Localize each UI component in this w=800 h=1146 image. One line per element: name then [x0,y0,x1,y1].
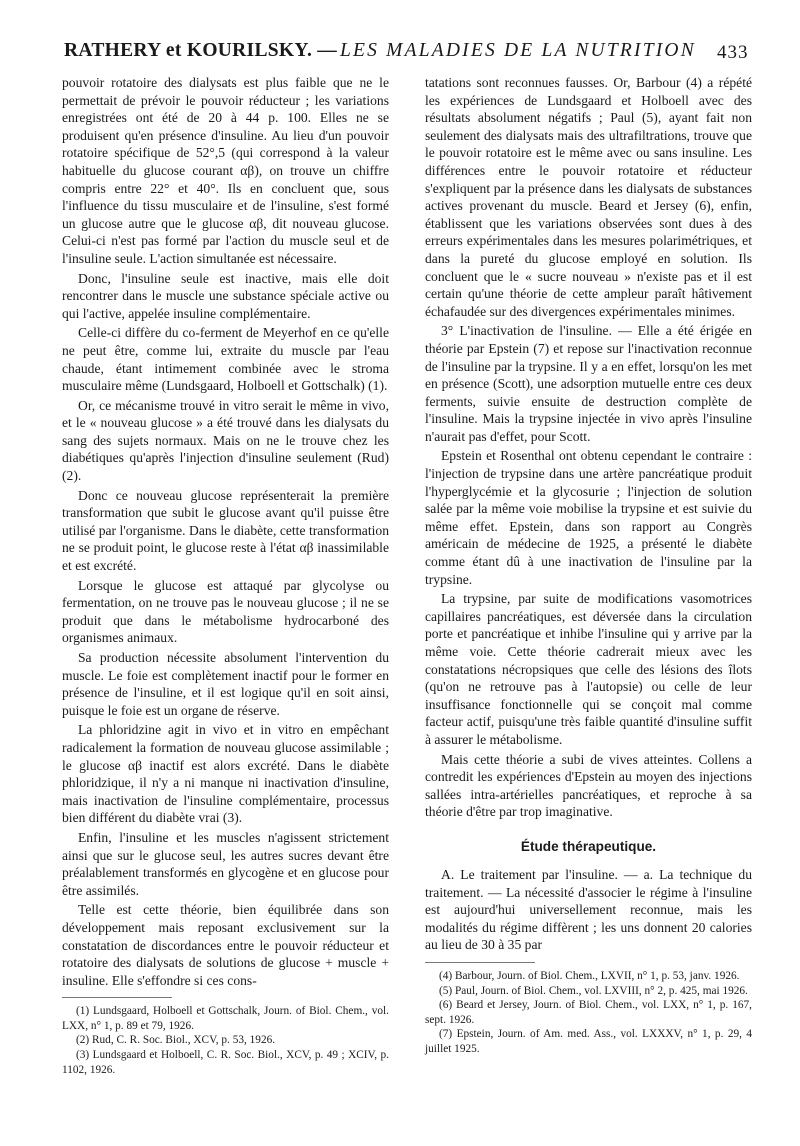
paragraph: Telle est cette théorie, bien équilibrée dans son développement mais reposant exclusivement sur la constatation de discordances entre le pouvoir réducteur et rotatoire des dialysats de solutions de glucose + muscle + insuline. Elle s'effondre si ces cons- [62,902,389,988]
footnote: (5) Paul, Journ. of Biol. Chem., vol. LXVIII, n° 2, p. 425, mai 1926. [439,984,748,997]
paragraph: Enfin, l'insuline et les muscles n'agissent strictement ainsi que sur le glucose seul, les autres sucres devant être préalablement transformés en glycogène et en glucose pour être assimilés. [62,829,389,898]
section-heading: Étude thérapeutique. [520,838,657,854]
footnote-divider [425,962,535,963]
paragraph: La phloridzine agit in vivo et in vitro en empêchant radicalement la formation de nouveau glucose assimilable ; le glucose αβ inactif est alors excrété. Dans le diabète phloridzique, il n'y a ni manque ni inactivation d'insuline, mais inactivation de l'insuline complémentaire, processus bien différent du diabète vrai (3). [62,722,389,826]
paragraph: Sa production nécessite absolument l'intervention du muscle. Le foie est complètement inactif pour le former en présence de l'insuline, et il est logique qu'il en soit ainsi, puisque le foie est un organe de réserve. [62,650,389,718]
footnote: (3) Lundsgaard et Holboell, C. R. Soc. Biol., XCV, p. 49 ; XCIV, p. 1102, 1926. [62,1049,389,1076]
paragraph: Epstein et Rosenthal ont obtenu cependant le contraire : l'injection de trypsine dans une artère pancréatique produit l'hyperglycémie et la glycosurie ; l'injection de solution salée par la même voie mobilise la trypsine et est suivie du même effet. Epstein, dans son rapport au Congrès américain de médecine de 1925, a présenté le diabète comme étant dû à une inactivation de l'insuline par la trypsine. [425,448,752,587]
paragraph: 3° L'inactivation de l'insuline. — Elle a été érigée en théorie par Epstein (7) et repose sur l'inactivation reconnue de l'insuline par la trypsine. Il y a en effet, lorsqu'on les met en présence (Scott), une adsorption mutuelle entre ces deux ferments, suivie ensuite de destruction complète de l'insuline. Mais la trypsine injectée in vivo après l'insuline n'aurait pas d'effet, pour Scott. [425,323,752,444]
header-authors: RATHERY et KOURILSKY. — [64,40,338,61]
footnote: (2) Rud, C. R. Soc. Biol., XCV, p. 53, 1926. [76,1034,276,1047]
page-number: 433 [717,42,749,63]
footnote: (6) Beard et Jersey, Journ. of Biol. Chem., vol. LXX, n° 1, p. 167, sept. 1926. [425,999,752,1026]
right-column [425,74,752,1077]
header-title: LES MALADIES DE LA NUTRITION [340,40,696,61]
left-column [62,74,389,1077]
footnote-divider [62,997,172,998]
footnote: (1) Lundsgaard, Holboell et Gottschalk, Journ. of Biol. Chem., vol. LXX, n° 1, p. 89 et 79, 1926. [62,1005,389,1032]
paragraph: A. Le traitement par l'insuline. — a. La technique du traitement. — La nécessité d'associer le régime à l'insuline est aujourd'hui universellement reconnue, mais les modalités du régime diffèrent ; les uns donnent 20 calories au lieu de 30 à 35 par [425,866,752,953]
paragraph: Donc ce nouveau glucose représenterait la première transformation que subit le glucose avant qu'il puisse être utilisé par l'organisme. Dans le diabète, cette transformation ne se produit point, le glucose reste à l'état αβ inassimilable et est excrété. [62,487,389,574]
paragraph: Donc, l'insuline seule est inactive, mais elle doit rencontrer dans le muscle une substance spéciale active ou qui l'active, appelée insuline complémentaire. [62,270,389,321]
running-header [62,38,752,72]
paragraph: Celle-ci diffère du co-ferment de Meyerhof en ce qu'elle ne peut être, comme lui, extraite du muscle par l'eau chaude, étant intimement combinée avec le stroma musculaire même (Lundsgaard, Holboell et Gottschalk) (1). [62,325,389,394]
paragraph: Mais cette théorie a subi de vives atteintes. Collens a contredit les expériences d'Epstein au moyen des injections sallées intra-artérielles pancréatiques, et reproche à sa théorie d'être par trop imaginative. [425,751,752,820]
paragraph: La trypsine, par suite de modifications vasomotrices capillaires pancréatiques, est déversée dans la circulation porte et pancréatique et inhibe l'insuline qui y arrive par la même voie. Cette théorie cadrerait mieux avec les constatations nécropsiques que celle des lésions des îlots (qu'on ne retrouve pas à l'autopsie) ou celle de leur insuffisance fonctionnelle qui se conçoit mal comme facteur actif, puisqu'une très faible quantité d'insuline suffit à assurer le métabolisme. [425,591,752,747]
paragraph: tatations sont reconnues fausses. Or, Barbour (4) a répété les expériences de Lundsgaard et Holboell avec des résultats absolument négatifs ; Paul (5), ayant fait non seulement des dialysats mais des ultrafiltrations, trouve que le pouvoir rotatoire est le même avec ou sans insuline. Les différences entre le pouvoir rotatoire et réducteur s'expliquent par la présence dans les dialysats de substances actives provenant du muscle. Beard et Jersey (6), enfin, établissent que les variations observées sont dues à des erreurs expérimentales dans les mesures polarimétriques, et dans la pureté du glucose employé en solution. Ils concluent que le « sucre nouveau » n'existe pas et il est certain qu'une théorie de cette ampleur paraît hâtivement échafaudée sur des divergences expérimentales minimes. [425,75,752,319]
footnote: (4) Barbour, Journ. of Biol. Chem., LXVII, n° 1, p. 53, janv. 1926. [439,969,740,982]
paragraph: pouvoir rotatoire des dialysats est plus faible que ne le permettait de prévoir le pouvoir réducteur ; les variations enregistrées ont été de 20 à 44 p. 100. Elles ne se produisent qu'en présence d'insuline. Au lieu d'un pouvoir rotatoire spécifique de 52°,5 (qui correspond à la valeur habituelle du glucose courant αβ), on trouve un chiffre compris entre 22° et 40°. Ils en concluent que, sous l'influence du tissu musculaire et de l'insuline, s'est formé un glucose autre que le glucose αβ, dit nouveau glucose. Celui-ci n'est pas formé par l'action du muscle seul et de l'insuline seule. L'action simultanée est nécessaire. [62,75,389,266]
footnote: (7) Epstein, Journ. of Am. med. Ass., vol. LXXXV, n° 1, p. 29, 4 juillet 1925. [425,1028,752,1055]
two-column-body [62,74,752,1077]
paragraph: Lorsque le glucose est attaqué par glycolyse ou fermentation, on ne trouve pas le nouveau glucose ; il ne se produit que dans le métabolisme hydrocarboné des organismes animaux. [62,577,389,646]
paragraph: Or, ce mécanisme trouvé in vitro serait le même in vivo, et le « nouveau glucose » a été trouvé dans les dialysats du sang des sujets normaux. Mais on ne le trouve chez les diabétiques qu'après l'injection d'insuline seulement (Rud) (2). [62,397,389,484]
